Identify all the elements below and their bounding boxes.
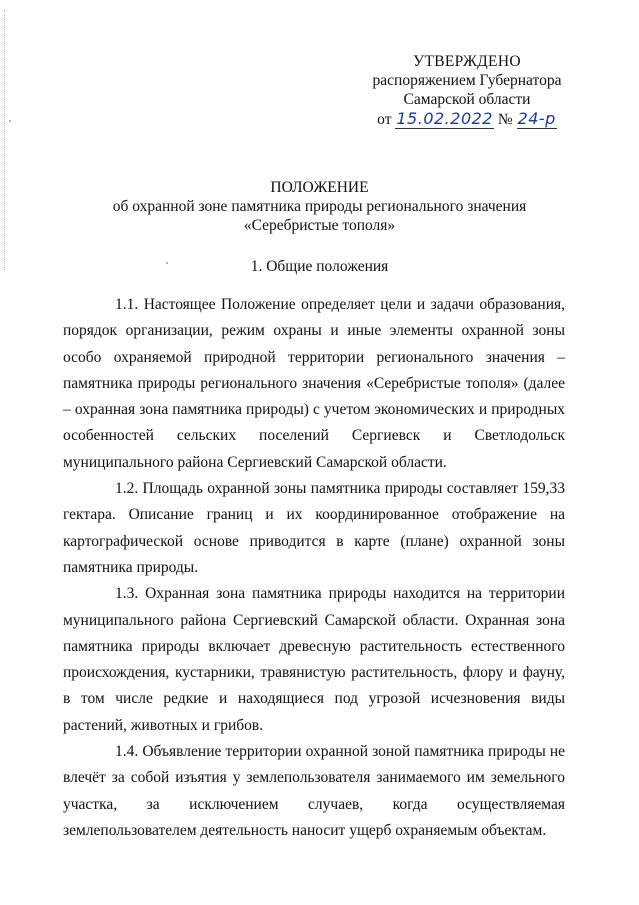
scan-speck (9, 120, 11, 122)
paragraph-1-4: 1.4. Объявление территории охранной зоной памятника природы не влечёт за собой изъятия у землепользователя занимаемого им земельного участка, за исключением случаев, когда осуществляемая землепользователем деятельность наносит ущерб охраняемым объектам. (63, 743, 565, 839)
approval-title: УТВЕРЖДЕНО (413, 53, 521, 70)
paragraph-1-3: 1.3. Охранная зона памятника природы находится на территории муниципального района Сергиевский Самарской области. Охранная зона памятника природы включает древесную растительность естественного происхождения, кустарники, травянистую растительность, флору и фауну, в том числе редкие и находящиеся под угрозой исчезновения виды растений, животных и грибов. (63, 585, 565, 734)
date-prefix: от (377, 111, 392, 128)
number-prefix: № (497, 111, 513, 128)
approval-date-line (362, 109, 572, 129)
document-subtitle: об охранной зоне памятника природы регионального значения (112, 198, 527, 215)
document-title: ПОЛОЖЕНИЕ (270, 179, 369, 196)
approval-line-1: распоряжением Губернатора (372, 72, 562, 89)
body-text (63, 292, 565, 844)
scan-edge-marks (4, 10, 15, 270)
section-title: 1. Общие положения (250, 258, 389, 275)
handwritten-number: 24-р (517, 109, 556, 128)
approval-line-2: Самарской области (403, 91, 531, 108)
document-object-name: «Серебристые тополя» (243, 217, 396, 234)
document-heading (60, 178, 579, 235)
paragraph-1-2: 1.2. Площадь охранной зоны памятника природы составляет 159,33 гектара. Описание границ и их координированное отображение на картографической основе приводится в карте (плане) охранной зоны памятника природы. (63, 480, 565, 576)
paragraph-1-1: 1.1. Настоящее Положение определяет цели и задачи образования, порядок организации, режим охраны и иные элементы охранной зоны особо охраняемой природной территории регионального значения – памятника природы регионального значения «Серебристые тополя» (далее – охранная зона памятника природы) с учетом экономических и природных особенностей сельских поселений Сергиевск и Светлодольск муниципального района Сергиевский Самарской области. (63, 296, 565, 471)
handwritten-date: 15.02.2022 (396, 109, 493, 128)
approval-block (362, 52, 572, 129)
